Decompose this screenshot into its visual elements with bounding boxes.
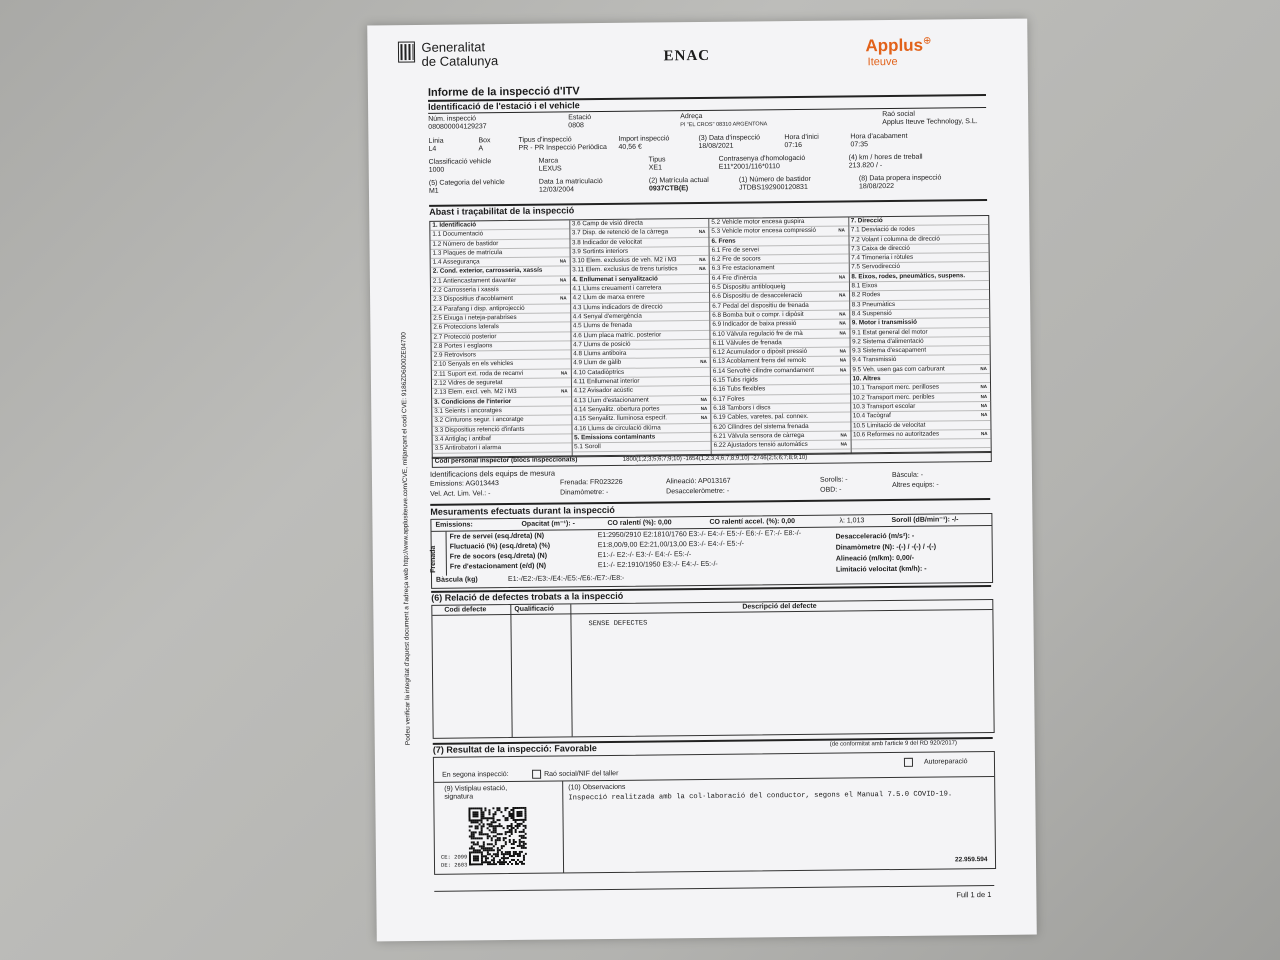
abast-col-3: [709, 217, 851, 454]
abast-item: 2. Cond. exterior, carrosseria, xassís: [431, 267, 570, 278]
mesuraments-heading: Mesuraments efectuats durant la inspecció: [430, 504, 615, 517]
abast-item: 8.4 Suspensió: [850, 309, 990, 320]
mesuraments-block: Emissions: Opacitat (m⁻¹): - CO ralentí (%): 0,00 CO ralentí accel. (%): 0,00 λ: 1,013 Soroll (dB/min⁻¹): -/- Frenada Fre de servei (esq./dreta) (N) E1:2950/2910 E2:1810/1760 E3:-/- E4:-/- E5:-/- E6:-/- E7:-/- E8:-/- Fluctuació (%) (esq./dreta) (%) E1:8,00/9,00 E2:21,00/13,00 E3:-/- E4:-/- E5:-/- Fre de socors (esq./dreta) (N) E1:-/- E2:-/- E3:-/- E4:-/- E5:-/- Fre d'estacionament (e/d) (N) E1:-/- E2:1910/1950 E3:-/- E4:-/- E5:-/- Bàscula (kg) E1:-/E2:-/E3:-/E4:-/E5:-/E6:-/E7:-/E8:- Desacceleració (m/s²): - Dinamòmetre (N): -(-) / -(-) / -(-) Alineació (m/km): 0,00/- Limitació velocitat (km/h): -: [430, 513, 993, 589]
vistiplau-label: (9) Vistiplau estació, signatura: [444, 785, 508, 801]
abast-item: 7.3 Caixa de direcció: [849, 244, 989, 255]
abast-item: 4.6 Llum placa matríc. posterior: [571, 330, 710, 341]
abast-item: 2.8 Portes i esglaons: [432, 341, 571, 352]
abast-item: 4.10 Catadiòptrics: [571, 368, 710, 379]
abast-item: 6.7 Pedal del dispositiu de frenada: [710, 301, 849, 312]
ident-block: Núm. inspecció 080800004129237 Estació 0808 Adreça Pl "EL CROS" 08310 ARGENTONA Raó social Applus Iteuve Technology, S.L. Línia L4 Box A Tipus d'inspecció PR - PR Inspecció Periòdica Import inspecció 40,56 € (3) Data d'inspecció 18/08/2021 Hora d'inici 07:16 Hora d'acabament 07:35 Classificació vehicle 1000 Marca LEXUS Tipus XE1 Contrasenya d'homologació E11*2001/116*0110 (4) km / hores de treball 213.820 / - (5) Categoria del vehicle M1 Data 1a matriculació 12/03/2004 (2) Matrícula actual 0937CTB(E) (1) Número de bastidor JTDBS192900120831 (8) Data propera inspecció 18/08/2022: [428, 110, 978, 195]
abast-item: 6.12 Acumulador o dipòsit pressió NA: [711, 348, 850, 359]
abast-item: 6.18 Tambors i discs: [711, 403, 850, 414]
abast-item: 9.4 Transmissió: [850, 355, 990, 366]
abast-item: 6. Frens: [709, 236, 848, 247]
page-title: Informe de la inspecció d'ITV: [427, 85, 580, 99]
abast-item: 3.1 Seients i ancoratges: [432, 406, 571, 417]
abast-item: 4.4 Senyal d'emergència: [571, 312, 710, 323]
abast-item: 6.17 Folres: [711, 394, 850, 405]
abast-item: 2.13 Elem. excl. veh. M2 i M3 NA: [432, 388, 571, 399]
abast-item: 2.4 Parafang i disp. antiprojecció: [431, 304, 570, 315]
abast-item: 2.1 Antiencastament davanter NA: [431, 276, 570, 287]
iteuve-logo: Iteuve: [867, 55, 898, 69]
abast-item: 1.4 Assegurança NA: [431, 258, 570, 269]
abast-item: 3.5 Antirobatori i alarma: [433, 443, 572, 454]
col-qualificacio: Qualificació: [514, 605, 555, 613]
abast-item: 6.19 Cables, varetes, pal. connex.: [711, 413, 850, 424]
frenada-label: Frenada: [429, 545, 438, 573]
abast-item: 2.11 Suport ext. roda de recanvi NA: [432, 369, 571, 380]
abast-item: 4.2 Llum de marxa enrere: [571, 293, 710, 304]
generalitat-emblem-icon: [397, 41, 415, 63]
abast-item: 6.6 Dispositiu de desacceleració NA: [710, 292, 849, 303]
abast-item: 10.2 Transport merc. peribles NA: [851, 393, 991, 404]
page-footer: Full 1 de 1: [956, 889, 992, 900]
abast-item: 6.2 Fre de socors: [710, 255, 849, 266]
abast-item: [851, 439, 991, 450]
abast-item: 3.4 Antiglaç i antibaf: [433, 434, 572, 445]
segona-inspeccio-label: En segona inspecció:: [442, 771, 509, 779]
abast-item: 8. Eixos, rodes, pneumàtics, suspens.: [849, 272, 989, 283]
abast-heading: Abast i traçabilitat de la inspecció: [429, 205, 575, 217]
resultat-heading: (7) Resultat de la inspecció: Favorable: [432, 743, 597, 755]
abast-item: 6.11 Vàlvules de frenada: [711, 338, 850, 349]
observacions-label: (10) Observacions: [568, 783, 626, 792]
abast-item: 4.3 Llums indicadors de direcció: [571, 303, 710, 314]
abast-item: 5.1 Soroll: [572, 442, 711, 453]
de-code: DE: 2603: [440, 861, 468, 869]
abast-col-4: [849, 216, 991, 453]
abast-item: 8.3 Pneumàtics: [850, 300, 990, 311]
abast-item: 4.7 Llums de posició: [571, 340, 710, 351]
generalitat-logo: [397, 41, 415, 68]
abast-item: 4.12 Avisador acústic: [572, 386, 711, 397]
abast-item: 9. Motor i transmissió: [850, 318, 990, 329]
abast-item: 7.4 Timoneria i ròtules: [849, 253, 989, 264]
equips-heading: Identificacions dels equips de mesura: [429, 468, 556, 479]
abast-item: 6.10 Vàlvula regulació fre de mà NA: [710, 329, 849, 340]
enac-logo: ENAC: [663, 47, 711, 65]
abast-item: 4. Enllumenat i senyalització: [570, 275, 709, 286]
abast-item: 9.2 Sistema d'alimentació: [850, 337, 990, 348]
abast-item: 6.15 Tubs rígids: [711, 375, 850, 386]
abast-item: 2.2 Carrosseria i xassís: [431, 285, 570, 296]
col-codi-defecte: Codi defecte: [444, 606, 487, 614]
abast-item: 3.7 Disp. de retenció de la càrrega NA: [570, 228, 709, 239]
abast-item: 9.5 Veh. usen gas com carburant NA: [850, 365, 990, 376]
resultat-block: [433, 751, 996, 875]
abast-item: 9.3 Sistema d'escapament: [850, 346, 990, 357]
abast-item: 5.3 Vehicle motor encesa compressió NA: [709, 227, 848, 238]
abast-item: 6.20 Cilindres del sistema frenada: [711, 422, 850, 433]
defectes-table: [431, 599, 994, 739]
abast-item: 2.10 Senyals en els vehicles: [432, 360, 571, 371]
abast-item: 9.1 Estat general del motor: [850, 328, 990, 339]
abast-item: 3.8 Indicador de velocitat: [570, 238, 709, 249]
abast-item: 8.1 Eixos: [849, 281, 989, 292]
abast-item: 6.5 Dispositiu antibloqueig: [710, 283, 849, 294]
generalitat-line1: Generalitat: [421, 39, 486, 55]
abast-item: 2.5 Eixuga i neteja-parabrises: [431, 313, 570, 324]
abast-item: 6.4 Fre d'inèrcia NA: [710, 273, 849, 284]
abast-item: 1.1 Documentació: [430, 230, 569, 241]
abast-item: 7. Direcció: [849, 216, 989, 227]
abast-item: 4.15 Senyalitz. lluminosa especif. NA: [572, 414, 711, 425]
abast-item: 4.16 Llums de circulació diürna: [572, 423, 711, 434]
col-descripcio: Descripció del defecte: [742, 602, 817, 611]
abast-item: 6.22 Ajustadors tensió automàtics NA: [712, 441, 851, 452]
abast-item: 1. Identificació: [430, 220, 569, 231]
abast-item: 3. Condicions de l'interior: [432, 397, 571, 408]
equips-block: Emissions: AG013443 Frenada: FR023226 Alineació: AP013167 Sorolls: - Bàscula: - Vel. Act. Lim. Vel.: - Dinamòmetre: - Desacceleròmetre: - OBD: - Altres equips: -: [429, 471, 939, 498]
qr-code-icon: [468, 807, 527, 866]
abast-item: 3.2 Cinturons segur. i ancoratge: [432, 416, 571, 427]
codi-row: Codi personal inspector (blocs inspeccionats) 1800(1;2;3;5;6;7;9;10) -1654(1;2;3;4;6;7;8;9;10) -2746(2;5;6;7;8;9;10): [432, 451, 992, 468]
abast-item: 2.3 Dispositius d'acoblament NA: [431, 295, 570, 306]
abast-item: 4.9 Llum de gàlib NA: [571, 358, 710, 369]
abast-item: 6.16 Tubs flexibles: [711, 385, 850, 396]
abast-item: 6.3 Fre estacionament: [710, 264, 849, 275]
abast-item: 4.11 Enllumenat interior: [571, 377, 710, 388]
abast-item: 4.1 Llums creuament i carretera: [570, 284, 709, 295]
abast-item: 3.6 Camp de visió directa: [570, 219, 709, 230]
abast-item: 10.5 Limitació de velocitat: [851, 421, 991, 432]
abast-item: 10.3 Transport escolar NA: [851, 402, 991, 413]
taller-checkbox[interactable]: Raó social/NIF del taller: [532, 769, 618, 779]
abast-item: 6.13 Acoblament frens del remolc NA: [711, 357, 850, 368]
abast-item: 4.8 Llums antiboira: [571, 349, 710, 360]
defectes-heading: (6) Relació de defectes trobats a la inspecció: [431, 590, 624, 603]
abast-item: 6.9 Indicador de baixa pressió NA: [710, 320, 849, 331]
ce-code: CE: 2099: [440, 853, 468, 861]
applus-plus-icon: ⊕: [922, 35, 932, 47]
ident-heading: Identificació de l'estació i el vehicle: [428, 100, 580, 112]
applus-logo: Applus: [865, 35, 924, 56]
abast-col-2: [570, 219, 712, 456]
abast-item: 10.4 Tacògraf NA: [851, 411, 991, 422]
abast-item: 1.3 Plaques de matrícula: [431, 248, 570, 259]
abast-col-1: [430, 220, 572, 457]
observacions-text: Inspecció realitzada amb la col·laboració del conductor, segons el Manual 7.5.0 COVID-19.: [568, 790, 953, 803]
abast-item: 4.13 Llum d'estacionament NA: [572, 396, 711, 407]
abast-item: 2.9 Retrovisors: [432, 351, 571, 362]
abast-item: 7.5 Servodirecció: [849, 262, 989, 273]
abast-item: 6.14 Servofrè cilindre comandament NA: [711, 366, 850, 377]
resultat-note: (de conformitat amb l'article 9 del RD 920/2017): [829, 740, 958, 748]
abast-item: 10. Altres: [850, 374, 990, 385]
abast-item: 10.1 Transport merc. perilloses NA: [851, 383, 991, 394]
abast-item: 4.5 Llums de frenada: [571, 321, 710, 332]
abast-item: 4.14 Senyalitz. obertura portes NA: [572, 405, 711, 416]
abast-item: 6.21 Vàlvula sensora de càrrega NA: [712, 431, 851, 442]
abast-item: 2.12 Vidres de seguretat: [432, 378, 571, 389]
abast-item: 1.2 Número de bastidor: [430, 239, 569, 250]
inspection-report-paper: [367, 19, 1037, 942]
abast-item: 5. Emissions contaminants: [572, 433, 711, 444]
generalitat-line2: de Catalunya: [421, 53, 499, 69]
abast-item: 7.1 Desviació de rodes: [849, 225, 989, 236]
abast-item: 2.7 Protecció posterior: [431, 332, 570, 343]
abast-item: 2.6 Proteccions laterals: [431, 323, 570, 334]
abast-item: 6.1 Fre de servei: [710, 245, 849, 256]
resultat-value: Favorable: [554, 743, 597, 754]
autoreparacio-checkbox[interactable]: Autoreparació: [904, 757, 968, 767]
abast-item: 5.2 Vehicle motor encesa guspira: [709, 217, 848, 228]
abast-item: 7.2 Volant i columna de direcció: [849, 235, 989, 246]
abast-item: 6.8 Bomba buit o compr. i dipòsit NA: [710, 310, 849, 321]
abast-item: 8.2 Rodes: [850, 290, 990, 301]
verification-side-text: Podeu verificar la integritat d'aquest document a l'adreça web http://www.applusiteuve.com/CVE, mitjançant el codi CVE: 9186ZD6000ZE04700: [400, 332, 412, 746]
defectes-value: SENSE DEFECTES: [588, 619, 648, 629]
abast-item: 3.3 Dispositius retenció d'infants: [432, 425, 571, 436]
abast-item: 3.9 Sortints interiors: [570, 247, 709, 258]
document-number: 22.959.594: [954, 856, 988, 864]
abast-item: 3.11 Elem. exclusius de trens turístics NA: [570, 265, 709, 276]
abast-item: 3.10 Elem. exclusius de veh. M2 i M3 NA: [570, 256, 709, 267]
abast-grid: [429, 215, 991, 459]
abast-item: 10.6 Reformes no autoritzades NA: [851, 430, 991, 441]
